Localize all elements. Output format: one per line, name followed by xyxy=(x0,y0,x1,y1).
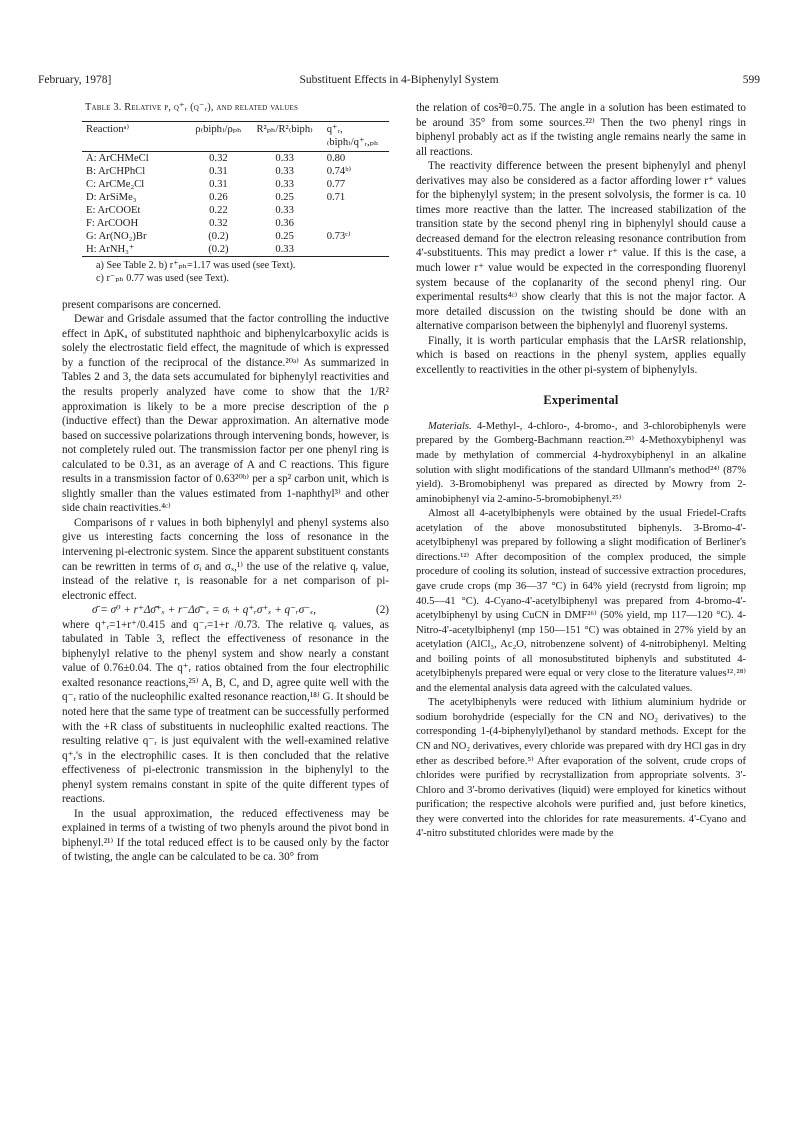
equation-body: σ̄ = σ⁰ + r⁺Δσ̄⁺ₓ + r⁻Δσ̄⁻ₓ = σᵢ + q⁺ᵣσ⁺ₓ + q⁻ᵣσ⁻ₓ, xyxy=(92,604,317,617)
table-cell: G: Ar(NO₂)Br xyxy=(86,231,147,243)
table-cell xyxy=(319,217,389,230)
table-cell: 0.71 xyxy=(326,192,346,204)
experimental-paragraph xyxy=(416,420,746,507)
header-title: Substituent Effects in 4-Biphenylyl System xyxy=(299,74,499,86)
table-cell: A: ArCHMeCl xyxy=(86,152,149,164)
table-cell: 0.33 xyxy=(275,205,294,217)
table-cell: 0.22 xyxy=(209,205,228,217)
table-cell: 0.25 xyxy=(275,192,294,204)
table-footnote: c) r⁻ₚₕ 0.77 was used (see Text). xyxy=(96,273,229,285)
table-row xyxy=(82,165,389,178)
table-cell: 0.31 xyxy=(209,165,228,177)
left-column xyxy=(62,101,389,865)
experimental-paragraph-text: 4-Methyl-, 4-chloro-, 4-bromo-, and 3-chlorobiphenyls were prepared by the Gomberg-Bachmann reaction.²³⁾ 4-Methoxybiphenyl was made by methylation of commercial 4-hydroxybiphenyl in an alkaline solution with slight modifications of the standard Ullmann's method²⁴⁾ (87% yield). 3-Bromobiphenyl was prepared as directed by Mowry from 2-aminobiphenyl via 2-amino-5-bromobiphenyl.²⁵⁾ xyxy=(416,420,746,505)
table-cell: B: ArCHPhCl xyxy=(86,165,146,177)
table-row xyxy=(82,191,389,204)
table-cell xyxy=(319,243,389,256)
body-paragraph: Finally, it is worth particular emphasis that the LArSR relationship, which is based on reactions in the phenyl system, applies equally excellently to reactivities in the other pi-system of biphenylyls. xyxy=(416,334,746,376)
table-cell: 0.26 xyxy=(209,192,228,204)
table-cell: (0.2) xyxy=(208,231,229,243)
equation-number: (2) xyxy=(376,604,389,617)
table-cell: 0.77 xyxy=(326,178,346,190)
running-header xyxy=(38,74,760,90)
table-cell: E: ArCOOEt xyxy=(86,205,141,217)
equation-2 xyxy=(62,603,389,618)
table-cell: D: ArSiMe₃ xyxy=(86,192,137,204)
body-paragraph: The reactivity difference between the present biphenylyl and phenyl derivatives may also be considered as a factor affording lower r⁺ values for the biphenylyl system; in the present solvolysis, the former is ca. 10 times more reactive than the latter. The increased stabilization of the transition state by the second phenyl ring in biphenylyl should cause a decreased demand for the electron releasing resonance contribution from 4'-substituents. This may predict a lower r⁺ value. If this is the case, a much lower r⁺ value would be expected in the corresponding fluorenyl system because of the coplanarity of the second phenyl ring. Our experimental results⁴ᶜ⁾ show clearly that this is not the major factor. A more detailed discussion on the twisting should be done with an alternative comparison between the biphenylyl and fluorenyl systems. xyxy=(416,160,746,333)
run-in-heading: Materials. xyxy=(428,420,472,432)
table-cell: C: ArCMe₂Cl xyxy=(86,178,145,190)
table-cell: 0.32 xyxy=(209,218,228,230)
table-cell: 0.80 xyxy=(326,152,346,164)
body-paragraph: where q⁺ᵣ=1+r⁺/0.415 and q⁻ᵣ=1+r /0.73. The relative qᵣ values, as tabulated in Table 3, reflect the effectiveness of resonance in the biphenylyl relative to the phenyl system and show nearly a constant value of 0.76±0.04. The q⁺ᵣ ratios obtained from the four electrophilic exalted resonance reactions,²⁵⁾ A, B, C, and D, agree quite well with the q⁻ᵣ ratio of the nucleophilic exalted resonance reaction,¹⁸⁾ G. It should be noted here that the same type of treatment can be successfully performed with the +R class of substituents in nucleophilic exalted reactions. The resulting relative q⁻ᵣ is just equivalent with the well-examined relative q⁺ᵣ's in the electrophilic cases. It is then concluded that the relative effectiveness of pi-electronic transmission in the biphenylyl to the phenyl system remains constant in spite of the quite different types of reactions. xyxy=(62,618,389,806)
experimental-section xyxy=(416,420,746,842)
table-header-cell: ρ₍biph₎/ρₚₕ xyxy=(195,123,242,135)
table-cell: 0.33 xyxy=(275,165,294,177)
body-paragraph: Comparisons of r values in both biphenylyl and phenyl systems also give us interesting facts concerning the loss of resonance in the intervening pi-electronic system. Since the apparent substituent constants can be rewritten in terms of σᵢ and σₓ,¹⁾ the use of the relative qᵣ value, instead of the relative r, is reasonable for a net comparison of pi-electronic effect. xyxy=(62,516,389,602)
page-number: 599 xyxy=(742,74,760,86)
body-paragraph: present comparisons are concerned. xyxy=(62,298,221,311)
table-row xyxy=(82,230,389,243)
table-cell: 0.74ᵇ⁾ xyxy=(326,165,352,177)
table-3 xyxy=(82,121,389,258)
table-cell xyxy=(319,204,389,217)
table-cell: 0.32 xyxy=(209,152,228,164)
section-heading: Experimental xyxy=(543,393,619,408)
header-date-volume: February, 1978] xyxy=(38,74,112,86)
table-cell: 0.33 xyxy=(275,178,294,190)
table-caption: Table 3. Relative ρ, q⁺ᵣ (q⁻ᵣ), and related values xyxy=(85,102,299,113)
table-cell: 0.25 xyxy=(275,231,294,243)
table-cell: 0.31 xyxy=(209,178,228,190)
table-cell: 0.33 xyxy=(275,244,294,256)
table-header-cell: Reactionᵃ⁾ xyxy=(86,123,130,135)
table-header-row xyxy=(82,122,389,152)
table-cell: 0.36 xyxy=(275,218,294,230)
right-column xyxy=(416,101,746,842)
table-footnote: a) See Table 2. b) r⁺ₚₕ=1.17 was used (see Text). xyxy=(96,260,296,272)
table-row xyxy=(82,243,389,256)
table-cell: 0.73ᶜ⁾ xyxy=(326,231,351,243)
table-row xyxy=(82,178,389,191)
table-cell: H: ArNH₃⁺ xyxy=(86,244,135,256)
table-header-cell: q⁺ᵣ,₍biph₎/q⁺ᵣ,ₚₕ xyxy=(326,123,379,148)
table-row xyxy=(82,152,389,165)
table-header-cell: R²ₚₕ/R²₍biph₎ xyxy=(256,123,313,135)
table-footnotes xyxy=(96,260,389,285)
experimental-paragraph: Almost all 4-acetylbiphenyls were obtained by the usual Friedel-Crafts acetylation of the above monosubstituted biphenyls. 3-Bromo-4'-acetylbiphenyl was prepared by following a slight modification of Berliner's directions.¹²⁾ After decomposition of the complex produced, the simple procedure of cooling its solution, instead of successive extraction procedures, gave crude crops (mp 36—37 °C) in 64% yield (recrystd from ligroin; mp 40.5—41 °C). 4-Cyano-4'-acetylbiphenyl was prepared from 4-bromo-4'-acetylbiphenyl by using CuCN in DMF²⁶⁾ (50% yield, mp 117—120 °C). 4-Nitro-4'-acetylbiphenyl (mp 150—151 °C) was obtained in 27% yield by an acetylation (AlCl₃, Ac₂O, nitrobenzene solvent) of 4-nitrobiphenyl. Melting and boiling points of all monosubstituted biphenyls and substituted 4-acetylbiphenyls prepared were equal or very close to the literature values¹²˒²⁸⁾ and the elemental analysis data agreed with the calculated values. xyxy=(416,508,746,694)
table-row xyxy=(82,217,389,230)
table-cell: F: ArCOOH xyxy=(86,218,139,230)
table-cell: 0.33 xyxy=(275,152,294,164)
experimental-paragraph: The acetylbiphenyls were reduced with lithium aluminium hydride or sodium borohydride (especially for the CN and NO₂ derivatives) to the corresponding 1-(4-biphenylyl)ethanol by standard methods. Except for the CN and NO₂ derivatives, every chloride was prepared with dry HCl gas in dry ether as described before.⁵⁾ After evaporation of the solvent, crude crops of chlorides were purified by recrystallization from appropriate solvents. 3'-Chloro and 3'-bromo derivatives (liquid) were employed for kinetics without purification; the respective alcohols were purified and, just before kinetics, they were converted into the chlorides for rate measurements. 4'-Cyano and 4'-nitro substituted chlorides were made by the xyxy=(416,697,746,840)
table-row xyxy=(82,204,389,217)
table-cell: (0.2) xyxy=(208,244,229,256)
body-paragraph: In the usual approximation, the reduced effectiveness may be explained in terms of a twisting of two phenyls around the pivot bond in biphenyl.²¹⁾ If the total reduced effect is to be caused only by the factor of twisting, the angle can be calculated to be ca. 30° from xyxy=(62,807,389,864)
body-paragraph: the relation of cos²θ=0.75. The angle in a solution has been estimated to be around 35° from some sources.²²⁾ Then the two phenyl rings in biphenyl probably act as if the twisting angle remains nearly the same in all reactions. xyxy=(416,102,746,158)
body-paragraph: Dewar and Grisdale assumed that the factor controlling the inductive effect in ΔpKₐ of substituted naphthoic and biphenylcarboxylic acids is solely the electrostatic field effect, the magnitude of which is expressed by a function of the reciprocal of the distance.²⁰ᵃ⁾ As summarized in Tables 2 and 3, the data sets accumulated for biphenylyl reactivities and the results properly analyzed have come to show that the 1/R² approximation is likely to be a more precise description of the ρ (inductive effect) than the Dewar approximation. An alternative mode based on successive polarizations through intervening bonds, however, is not completely ruled out. The transmission factor per one phenyl ring is calculated to be 0.31, as an average of A and C reactions. This figure results in a transmission factor of 0.63²⁰ᵇ⁾ per a sp² carbon unit, which is slightly smaller than the values estimated from 1-naphthyl³⁾ and other side chain reactivities.⁴ᶜ⁾ xyxy=(62,313,389,515)
